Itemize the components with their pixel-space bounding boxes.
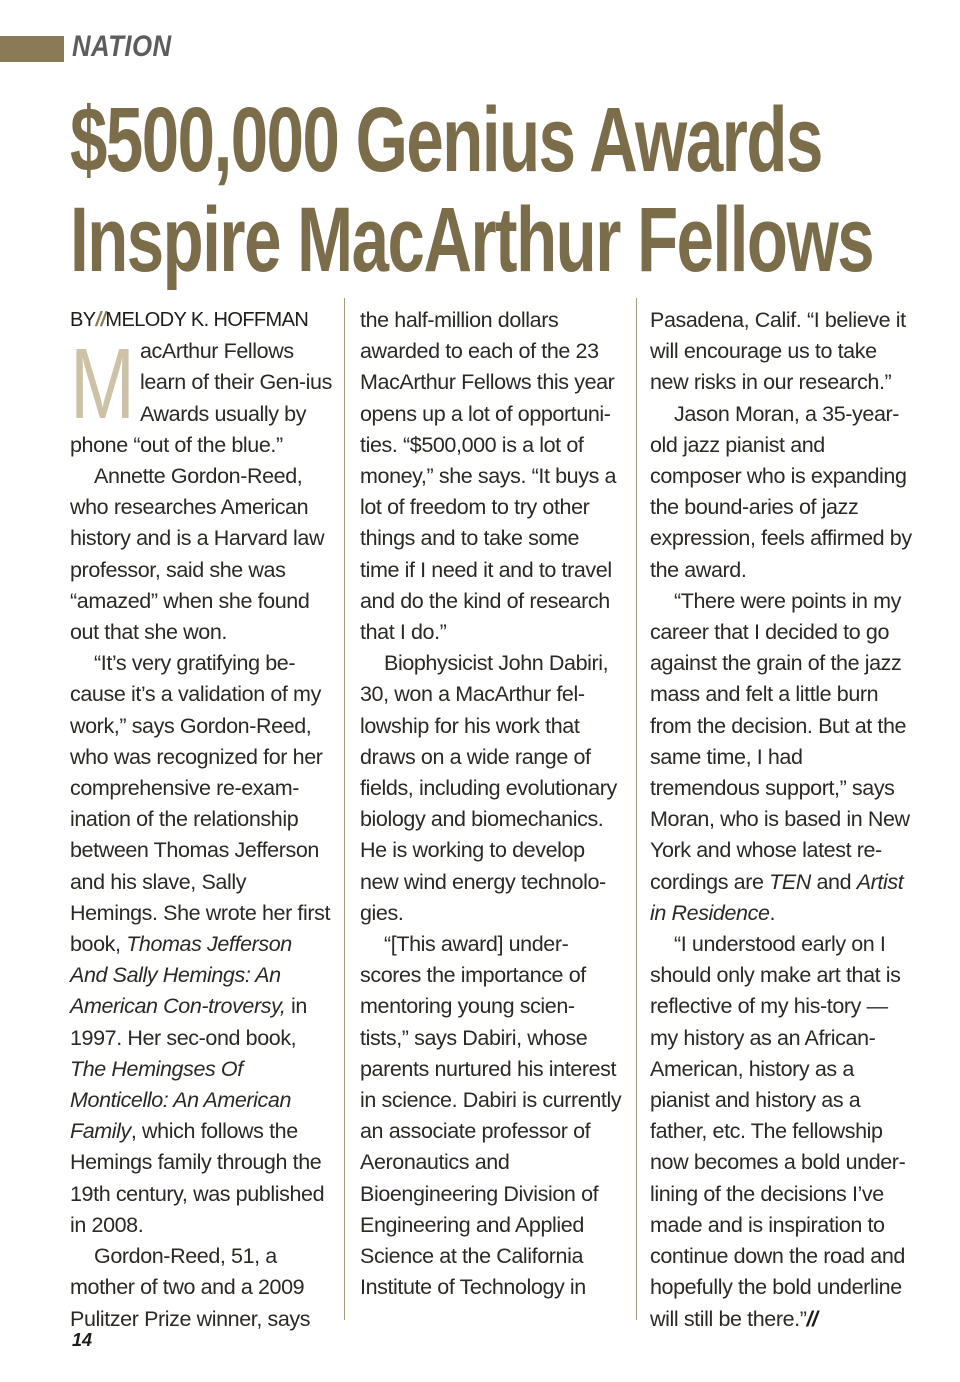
- section-label: NATION: [72, 30, 172, 63]
- book-title: Thomas Jefferson And Sally Hemings: An American Con-troversy,: [70, 932, 292, 1019]
- paragraph: “[This award] under-scores the importance of mentoring young scien-tists,” says Dabiri, whose parents nurtured his interest in science. Dabiri is currently an associate professor of Aeronautics and Bioengineering Division of Engineering and Applied Science at the California Institute of Technology in: [360, 932, 622, 1300]
- paragraph: Jason Moran, a 35-year-old jazz pianist and composer who is expanding the bound-aries of jazz expression, feels affirmed by the award.: [650, 401, 912, 582]
- headline-line-2: Inspire MacArthur Fellows: [70, 189, 874, 291]
- paragraph: [650, 586, 912, 929]
- byline-author: MELODY K. HOFFMAN: [105, 309, 309, 331]
- paragraph: Biophysicist John Dabiri, 30, won a MacArthur fel-lowship for his work that draws on a wide range of fields, including evolutionary biology and biomechanics. He is working to develop new wind energy technolo-gies.: [360, 651, 617, 925]
- album-title: Artist in Residence: [650, 869, 904, 925]
- paragraph: the half-million dollars awarded to each of the 23 MacArthur Fellows this year opens up a lot of opportuni-ties. “$500,000 is a lot of money,” she says. “It buys a lot of freedom to try other things and to take some time if I need it and to travel and do the kind of research that I do.”: [360, 308, 617, 645]
- headline: [70, 89, 874, 291]
- article-body: [70, 305, 920, 1331]
- book-title: The Hemingses Of Monticello: An American Family: [70, 1056, 292, 1144]
- paragraph: [70, 648, 332, 1241]
- paragraph: [70, 328, 332, 461]
- paragraph-text: acArthur Fellows learn of their Gen-ius Awards usually by phone “out of the blue.”: [70, 339, 332, 457]
- section-color-bar: [0, 36, 64, 62]
- paragraph-text: “I understood early on I should only make art that is reflective of my his-tory — my history as an African-American, history as a pianist and history as a father, etc. The fellowship now becomes a bold under-lining of the decisions I’ve made and is inspiration to continue down the road and hopefully the bold underline will still be there.”: [650, 932, 906, 1331]
- headline-line-1: $500,000 Genius Awards: [70, 89, 822, 191]
- article-column-1: [70, 305, 332, 1331]
- paragraph-text: , which follows the Hemings family through the 19th century, was published in 2008.: [70, 1119, 325, 1237]
- paragraph-text: and: [810, 869, 857, 894]
- paragraph-text: “There were points in my career that I decided to go against the grain of the jazz mass and felt a little burn from the decision. But at the same time, I had tremendous support,” says Moran, who is based in New York and whose latest re-cordings are: [650, 588, 910, 894]
- page-number: 14: [72, 1330, 93, 1350]
- byline-prefix: BY: [70, 309, 96, 331]
- paragraph: [650, 929, 912, 1335]
- byline-slashes: //: [95, 309, 106, 331]
- end-mark: //: [806, 1306, 818, 1331]
- paragraph: Gordon-Reed, 51, a mother of two and a 2009 Pulitzer Prize winner, says: [70, 1244, 311, 1331]
- paragraph-text: “It’s very gratifying be-cause it’s a validation of my work,” says Gordon-Reed, who was recognized for her comprehensive re-exam-ination of the relationship between Thomas Jefferson and his slave, Sally Hemings. She wrote her first book,: [70, 651, 331, 957]
- drop-cap: M: [70, 328, 135, 441]
- paragraph: Pasadena, Calif. “I believe it will encourage us to take new risks in our research.”: [650, 308, 906, 395]
- paragraph-text: .: [769, 900, 776, 925]
- paragraph-text: in 1997. Her sec-ond book,: [70, 994, 307, 1050]
- article-column-3: [650, 305, 912, 1331]
- article-column-2: [360, 305, 622, 1320]
- album-title: TEN: [769, 869, 811, 894]
- paragraph: Annette Gordon-Reed, who researches American history and is a Harvard law professor, said she was “amazed” when she found out that she won.: [70, 464, 325, 645]
